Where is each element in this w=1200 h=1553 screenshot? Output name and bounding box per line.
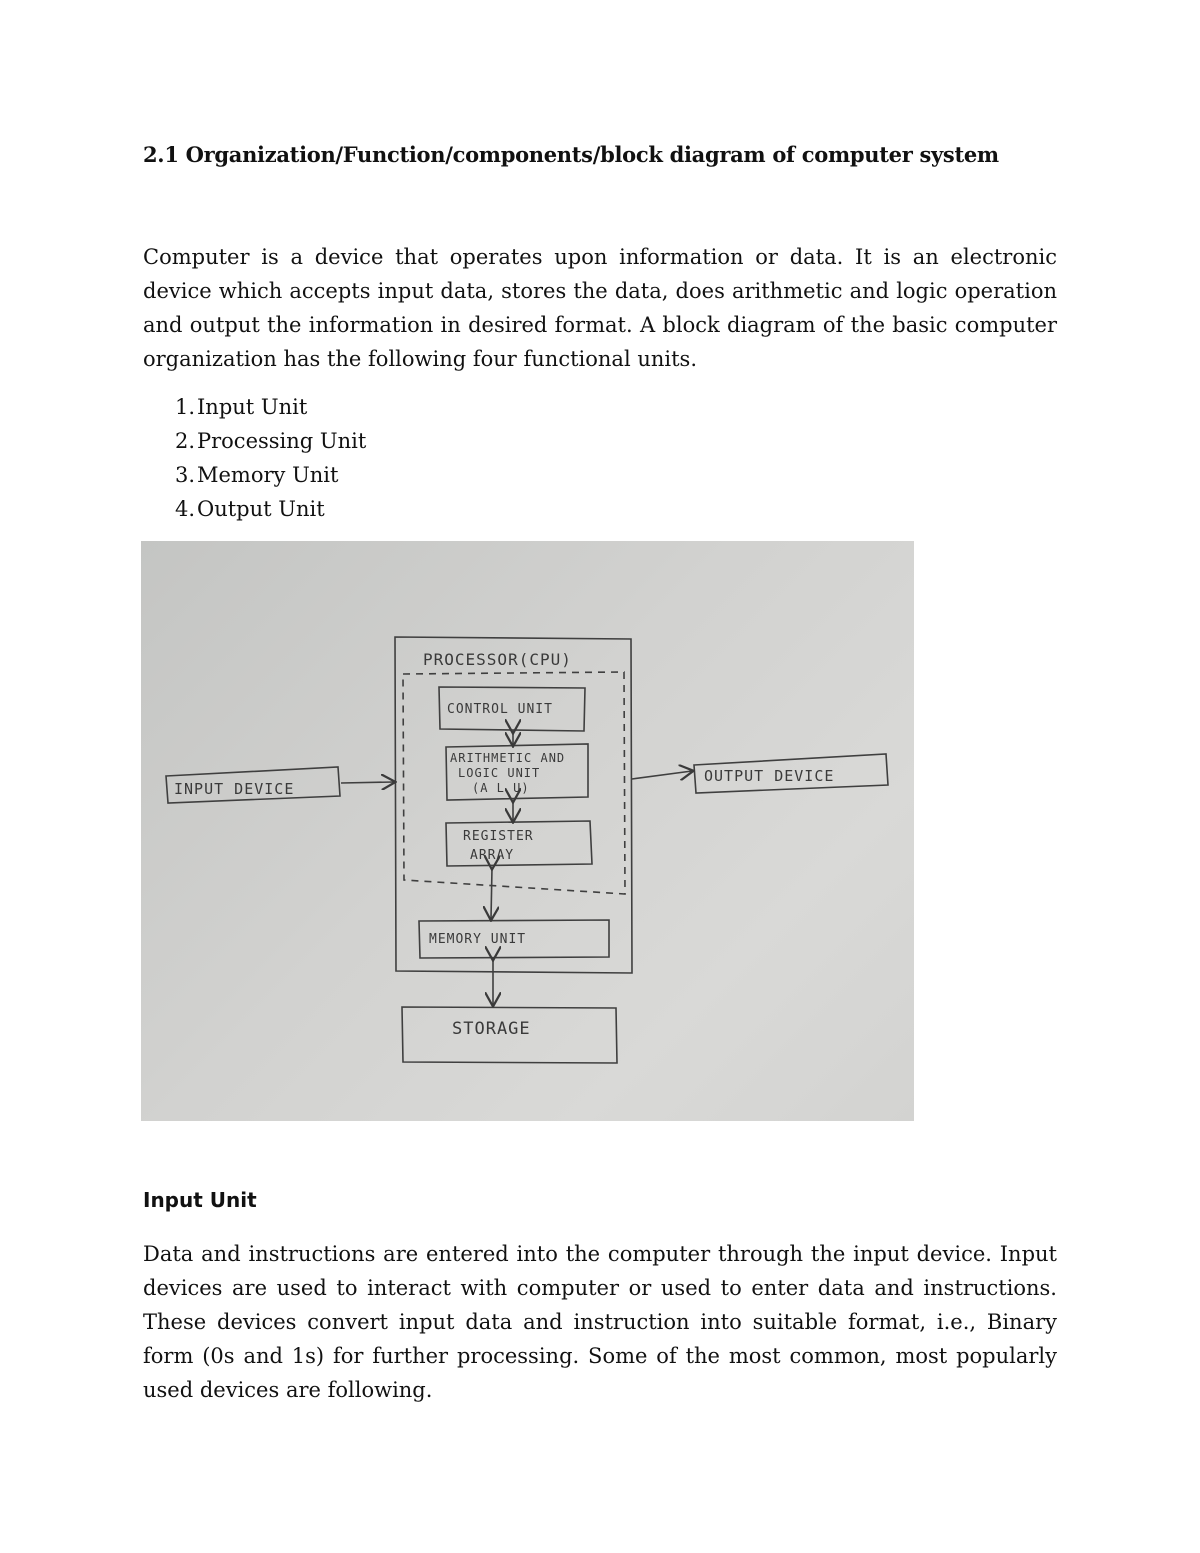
block-diagram: [141, 541, 914, 1121]
list-item: [143, 492, 643, 526]
output-arrow: [632, 771, 692, 779]
register-label-line1: REGISTER: [463, 829, 534, 844]
processor-label: PROCESSOR(CPU): [423, 650, 572, 669]
alu-label-line1: ARITHMETIC AND: [450, 751, 566, 765]
functional-units-list: [143, 390, 643, 526]
list-item-label: Input Unit: [197, 395, 308, 419]
list-number: 4.: [175, 497, 196, 521]
section-heading: 2.1 Organization/Function/components/block diagram of computer system: [143, 142, 999, 167]
register-label-line2: ARRAY: [470, 848, 515, 863]
intro-paragraph: Computer is a device that operates upon information or data. It is an electronic device which accepts input data, stores the data, does arithmetic and logic operation and output the information in desired format. A block diagram of the basic computer organization has the following four functional units.: [143, 245, 1057, 371]
input-arrow: [341, 782, 394, 783]
list-item: [143, 458, 643, 492]
list-item: [143, 424, 643, 458]
input-unit-paragraph: Data and instructions are entered into the computer through the input device. Input devices are used to interact with computer or used to enter data and instructions. These devices convert input data and instruction into suitable format, i.e., Binary form (0s and 1s) for further processing. Some of the most common, most popularly used devices are following.: [143, 1242, 1057, 1402]
reg-mem-arrow: [491, 868, 492, 919]
input-unit-heading: Input Unit: [143, 1188, 257, 1212]
output-device-label: OUTPUT DEVICE: [704, 767, 835, 785]
memory-unit-label: MEMORY UNIT: [429, 932, 527, 947]
list-item-label: Output Unit: [197, 497, 325, 521]
list-number: 1.: [175, 395, 196, 419]
storage-label: STORAGE: [452, 1019, 531, 1039]
alu-label-line2: LOGIC UNIT: [458, 766, 541, 780]
list-number: 3.: [175, 463, 196, 487]
list-number: 2.: [175, 429, 196, 453]
alu-label-line3: (A L U): [472, 781, 530, 795]
list-item: [143, 390, 643, 424]
control-unit-label: CONTROL UNIT: [447, 702, 553, 717]
input-device-label: INPUT DEVICE: [174, 780, 295, 798]
list-item-label: Processing Unit: [197, 429, 367, 453]
list-item-label: Memory Unit: [197, 463, 339, 487]
block-diagram-photo: [141, 541, 914, 1121]
